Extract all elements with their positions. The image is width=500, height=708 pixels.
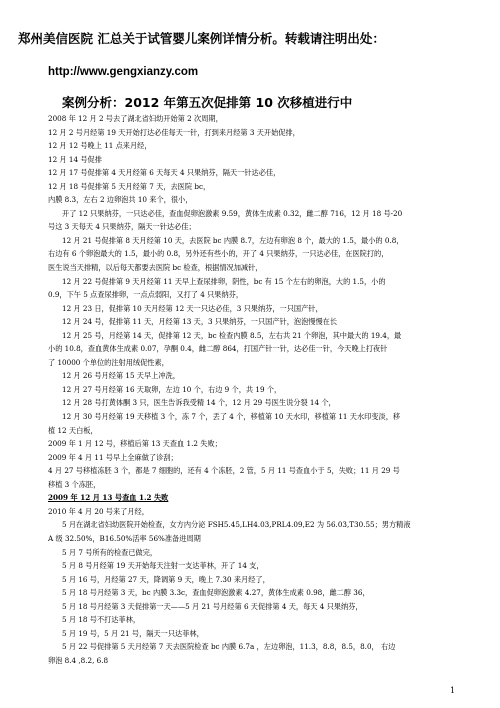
section-heading: 2009 年 12 月 13 号查血 1.2 失败 — [48, 493, 169, 503]
text-line: 植 12 天白板， — [48, 425, 98, 435]
text-line: 2009 年 1 月 12 号，移植后第 13 天查血 1.2 失败； — [48, 439, 222, 449]
text-line: 0.9，下午 5 点查尿排卵，一点点弱阳，又打了 4 只果纳芬， — [48, 290, 244, 300]
text-line: 12 月 17 号促排第 4 天月经第 6 天每天 4 只果纳芬，隔天一针达必佳， — [48, 168, 281, 178]
text-line: 12 月 24 号，促排第 11 天，月经第 13 天，3 只果纳芬，一只国产针，泡泡慢慢在长 — [62, 317, 338, 327]
text-line: 右边有 6 个卵泡最大的 1.5，最小的 0.8，另外还有些小的，开了 4 只果纳芬，一只达必佳，在医院打的， — [48, 249, 389, 259]
text-line: 12 月 26 号月经第 15 天早上冲洗， — [62, 371, 180, 381]
text-line: 号这 3 天每天 4 只果纳芬，隔天一针达必佳； — [48, 222, 196, 232]
text-line: 5 月 18 号月经第 3 天促排第一天——5 月 21 号月经第 6 天促排第 4 天，每天 4 只果纳芬， — [62, 601, 363, 611]
text-line: 12 月 2 号月经第 19 天开始打达必佳每天一针，打到来月经第 3 天开始促排， — [48, 127, 300, 137]
text-line: 小的 10.8，查血黄体生成素 0.07，孕酮 0.4，雌二醇 864，打国产针一针，达必佳一针，今天晚上打夜针 — [48, 344, 388, 354]
text-line: 12 月 23 日，促排第 10 天月经第 12 天一只达必佳，3 只果纳芬，一只国产针， — [62, 303, 323, 313]
text-line: 12 月 22 号促排第 9 天月经第 11 天早上查尿排卵，阴性，bc 有 15 个左右的卵泡，大的 1.5，小的 — [62, 276, 386, 286]
text-line: 5 月 22 号促排第 5 天月经第 7 天去医院检查 bc 内膜 6.7a ，左边卵泡，11.3，8.8，8.5，8.0， 右边 — [62, 642, 396, 652]
text-line: 2008 年 12 月 2 号去了湖北省妇幼开始第 2 次周期， — [48, 114, 223, 123]
text-line: 5 月 18 号不打达菲林， — [62, 615, 141, 625]
text-line: 4 月 27 号移植冻胚 3 个，都是 7 细胞的，还有 4 个冻胚，2 管，5 月 11 号查血小于 5，失败；11 月 29 号 — [48, 466, 400, 476]
text-line: 5 月 8 号月经第 19 天开始每天注射一支达菲林，开了 14 支， — [62, 561, 264, 571]
text-line: 12 月 12 号晚上 11 点来月经， — [48, 141, 152, 151]
text-line: 移植 3 个冻胚， — [48, 479, 101, 489]
text-line: 12 月 27 号月经第 16 天取卵，左边 10 个，右边 9 个，共 19 个， — [62, 384, 282, 394]
text-line: 2010 年 4 月 20 号来了月经， — [48, 506, 149, 516]
text-line: 12 月 25 号，月经第 14 天，促排第 12 天，bc 检查内膜 8.5，左右共 21 个卵泡，其中最大的 19.4，最 — [62, 330, 402, 340]
text-line: 卵泡 8.4 ,8.2, 6.8 — [48, 655, 109, 665]
text-line: 12 月 21 号促排第 8 天月经第 10 天，去医院 bc 内膜 8.7，左边有卵泡 8 个，最大的 1.5，最小的 0.8， — [62, 235, 404, 245]
text-line: 12 月 28 号打黄体酮 3 只，医生告诉我受精 14 个，12 月 29 号医生说分裂 14 个， — [62, 398, 336, 408]
text-line: 5 月 19 号，5 月 21 号，隔天一只达菲林， — [62, 628, 204, 638]
text-line: 开了 12 只果纳芬，一只达必佳，查血促卵泡激素 9.59，黄体生成素 0.32，雌二醇 716，12 月 18 号-20 — [62, 208, 403, 218]
document-header: 郑州美信医院 汇总关于试管婴儿案例详情分析。转载请注明出处： — [18, 31, 385, 46]
text-line: 12 月 30 号月经第 19 天移植 3 个，冻 7 个，丢了 4 个，移植第 10 天水印，移植第 11 天水印变淡，移 — [62, 412, 401, 422]
text-line: 5 月 7 号所有的检查已做完， — [62, 547, 158, 557]
text-line: 12 月 18 号促排第 5 天月经第 7 天，去医院 bc， — [48, 181, 211, 191]
text-line: 5 月在湖北省妇幼医院开始检查，女方内分泌 FSH5.45,LH4.03,PRL4.09,E2 为 56.03,T30.55；男方精液 — [62, 520, 411, 530]
text-line: A 级 32.50%，B16.50%活率 56%准备进周期 — [48, 533, 201, 543]
text-line: 2009 年 4 月 11 号早上全麻做了诊刮； — [48, 452, 178, 462]
text-line: 5 月 16 号，月经第 27 天，降调第 9 天，晚上 7.30 来月经了， — [62, 574, 270, 584]
text-line: 了 10000 个单位的注射用绒促性素， — [48, 357, 169, 367]
text-line: 内膜 8.3，左右 2 边卵泡共 10 来个，很小， — [48, 195, 193, 205]
document-body — [48, 112, 448, 667]
text-line: 医生说当天排精，以后每天都要去医院 bc 检查，根据情况加减针， — [48, 263, 263, 273]
page-number: 1 — [450, 686, 456, 695]
text-line: 12 月 14 号促排 — [48, 154, 102, 164]
text-line: 5 月 18 号月经第 3 天，bc 内膜 3.3c，查血促卵泡激素 4.27，黄体生成素 0.98，雌二醇 36， — [62, 588, 370, 598]
source-url[interactable]: http://www.gengxianzy.com — [48, 66, 199, 78]
case-title: 案例分析：2012 年第五次促排第 10 次移植进行中 — [62, 95, 353, 110]
